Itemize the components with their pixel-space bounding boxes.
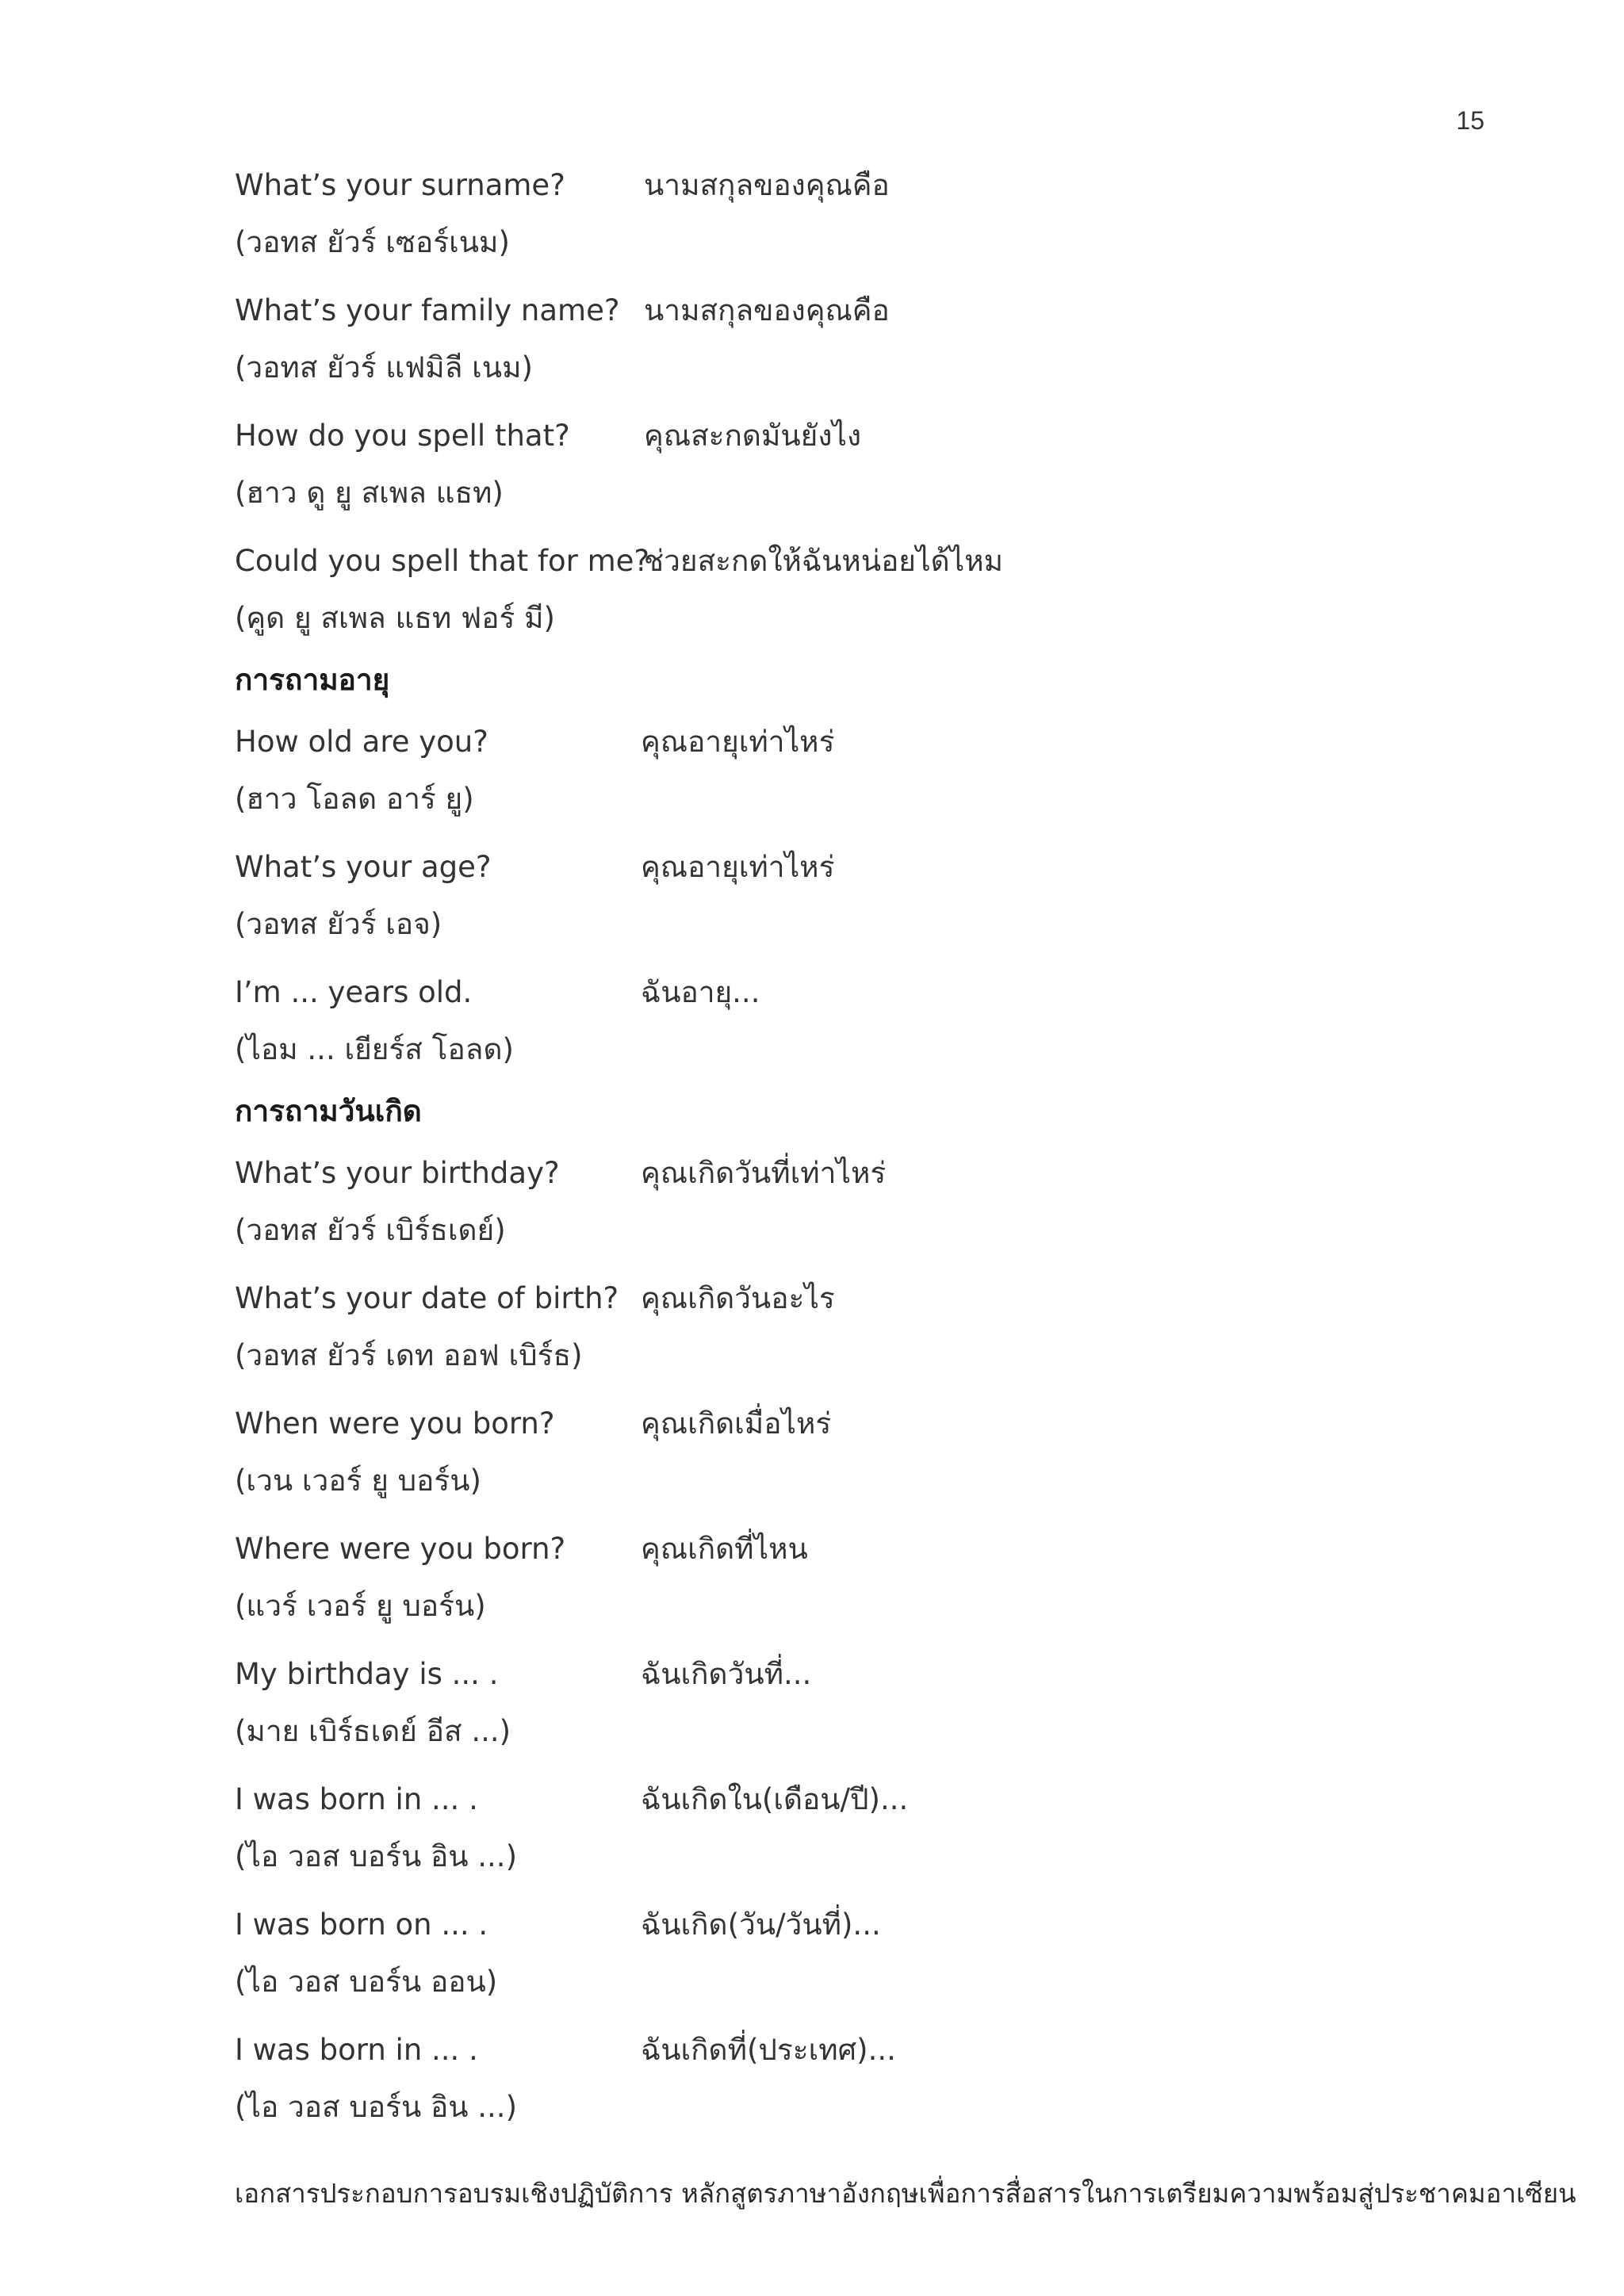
phrase-item xyxy=(235,2030,1503,2155)
pronunciation: (ไอ วอส บอร์น ออน) xyxy=(235,1965,498,1999)
english-phrase: What’s your surname? xyxy=(235,168,565,202)
pronunciation: (วอทส ยัวร์ เดท ออฟ เบิร์ธ) xyxy=(235,1338,583,1372)
phrase-item xyxy=(235,290,1503,415)
english-phrase: I was born in ... . xyxy=(235,1782,478,1816)
pronunciation: (ฮาว โอลด อาร์ ยู) xyxy=(235,782,474,816)
pronunciation: (ไอ วอส บอร์น อิน ...) xyxy=(235,2090,517,2124)
phrase-item xyxy=(235,721,1503,847)
phrase-item xyxy=(235,1403,1503,1529)
phrase-item xyxy=(235,1779,1503,1904)
pronunciation: (เวน เวอร์ ยู บอร์น) xyxy=(235,1464,481,1498)
pronunciation: (คูด ยู สเพล แธท ฟอร์ มี) xyxy=(235,601,555,635)
thai-translation: ฉันเกิดวันที่... xyxy=(641,1657,812,1691)
pronunciation: (วอทส ยัวร์ เซอร์เนม) xyxy=(235,225,510,259)
english-phrase: Where were you born? xyxy=(235,1532,566,1566)
section-heading-birthday: การถามวันเกิด xyxy=(235,1094,422,1128)
phrase-item xyxy=(235,1153,1503,1278)
thai-translation: คุณเกิดเมื่อไหร่ xyxy=(641,1406,832,1441)
english-phrase: I’m ... years old. xyxy=(235,975,473,1009)
thai-translation: คุณเกิดที่ไหน xyxy=(641,1532,808,1566)
thai-translation: ฉันอายุ... xyxy=(641,975,760,1009)
thai-translation: ฉันเกิดที่(ประเทศ)... xyxy=(641,2033,896,2067)
pronunciation: (วอทส ยัวร์ แฟมิลี เนม) xyxy=(235,350,533,385)
english-phrase: My birthday is ... . xyxy=(235,1657,499,1691)
page-number: 15 xyxy=(1456,106,1484,135)
phrase-list xyxy=(235,165,1503,2155)
thai-translation: คุณอายุเท่าไหร่ xyxy=(641,725,835,759)
document-footer: เอกสารประกอบการอบรมเชิงปฏิบัติการ หลักสูตรภาษาอังกฤษเพื่อการสื่อสารในการเตรียมความพร้อมสู่ประชาคมอาเซียน xyxy=(235,2178,1576,2209)
english-phrase: How do you spell that? xyxy=(235,419,570,453)
phrase-item xyxy=(235,1654,1503,1779)
phrase-item xyxy=(235,972,1503,1091)
phrase-item xyxy=(235,847,1503,972)
english-phrase: What’s your birthday? xyxy=(235,1156,560,1190)
english-phrase: How old are you? xyxy=(235,725,488,759)
pronunciation: (วอทส ยัวร์ เบิร์ธเดย์) xyxy=(235,1213,506,1247)
pronunciation: (วอทส ยัวร์ เอจ) xyxy=(235,907,442,941)
english-phrase: Could you spell that for me? xyxy=(235,544,650,578)
english-phrase: When were you born? xyxy=(235,1406,555,1441)
thai-translation: คุณเกิดวันที่เท่าไหร่ xyxy=(641,1156,887,1190)
pronunciation: (ฮาว ดู ยู สเพล แธท) xyxy=(235,476,504,510)
thai-translation: นามสกุลของคุณคือ xyxy=(644,293,890,327)
thai-translation: นามสกุลของคุณคือ xyxy=(644,168,890,202)
english-phrase: What’s your age? xyxy=(235,850,492,884)
pronunciation: (แวร์ เวอร์ ยู บอร์น) xyxy=(235,1589,486,1623)
english-phrase: What’s your family name? xyxy=(235,293,620,327)
phrase-item xyxy=(235,165,1503,290)
english-phrase: I was born in ... . xyxy=(235,2033,478,2067)
phrase-item xyxy=(235,1904,1503,2030)
english-phrase: What’s your date of birth? xyxy=(235,1281,619,1315)
thai-translation: ฉันเกิดใน(เดือน/ปี)... xyxy=(641,1782,909,1816)
pronunciation: (มาย เบิร์ธเดย์ อีส ...) xyxy=(235,1714,511,1748)
phrase-item xyxy=(235,415,1503,541)
thai-translation: คุณเกิดวันอะไร xyxy=(641,1281,835,1315)
thai-translation: คุณอายุเท่าไหร่ xyxy=(641,850,835,884)
phrase-item xyxy=(235,1278,1503,1403)
english-phrase: I was born on ... . xyxy=(235,1908,488,1942)
pronunciation: (ไอ วอส บอร์น อิน ...) xyxy=(235,1839,517,1873)
thai-translation: ฉันเกิด(วัน/วันที่)... xyxy=(641,1908,881,1942)
thai-translation: ช่วยสะกดให้ฉันหน่อยได้ไหม xyxy=(644,544,1004,578)
phrase-item xyxy=(235,541,1503,660)
section-heading-age: การถามอายุ xyxy=(235,663,390,697)
thai-translation: คุณสะกดมันยังไง xyxy=(644,419,862,453)
phrase-item xyxy=(235,1529,1503,1654)
pronunciation: (ไอม ... เยียร์ส โอลด) xyxy=(235,1032,514,1066)
